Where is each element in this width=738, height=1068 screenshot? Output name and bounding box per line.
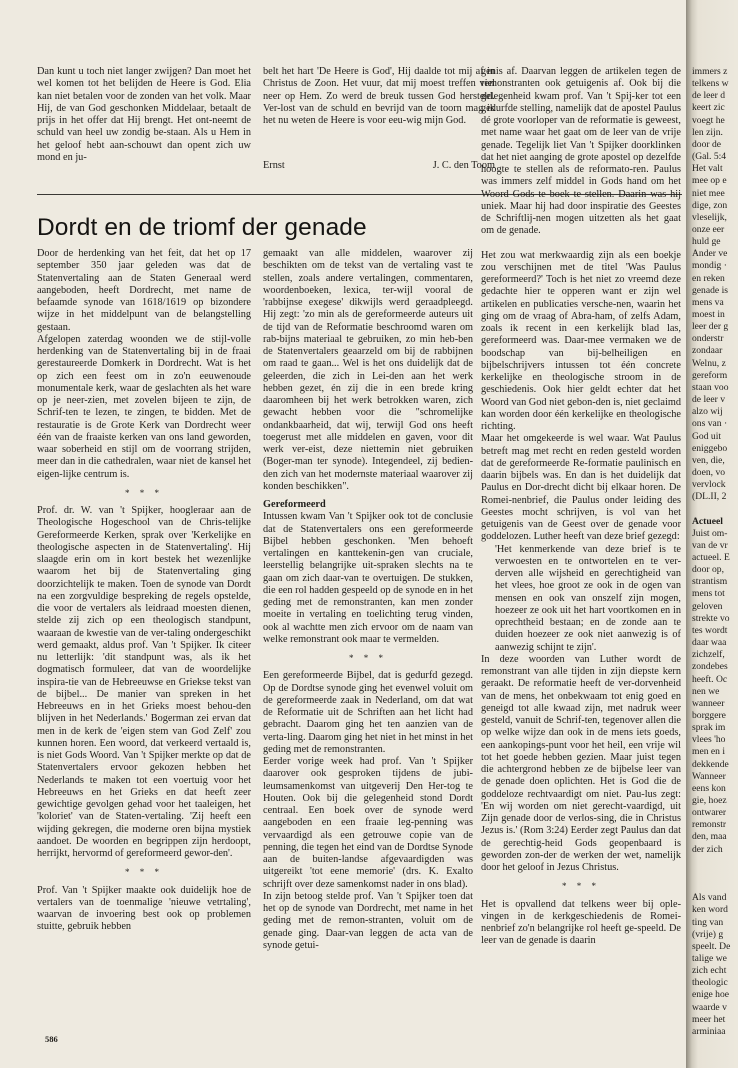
paragraph: gemaakt van alle middelen, waarover zij beschikten om de tekst van de vertaling vast te stellen, zoals andere vertalingen, commentaren, woordenboeken, lexica, ter-wijl vooral de 'rabbijnse exegese' dikwijls werd geraadpleegd. Hij zegt: 'zo min als de gereformeerde auteurs uit de tijd van de Reformatie beschroomd waren om rab-bijns materiaal te gebruiken, zo min heb-ben de Statenvertalers geaarzeld om bij de rabbijnen om raad te gaan... Wel is het ons duidelijk dat de geleerden, die zich in Lei-den aan het werk hebben gezet, én zij die in een brede kring daaromheen bij het werk betrokken waren, zich gewacht hebben voor die "schromelijke ondankbaarheid, dat wij, terwijl God ons heeft toegerust met alle middelen en gaven, voor dit werk ver-eist, deze niettemin niet gebruiken (Boger-man ter synode). Integendeel, zij bedien-den zich van het modernste materiaal waarover zij konden beschikken". [263, 248, 473, 492]
next-page-line: geloven [692, 600, 723, 612]
paragraph: Intussen kwam Van 't Spijker ook tot de conclusie dat de Statenvertalers ons een gereformeerde Bijbel hebben geschonken. 'Men behoeft vertalingen en kanttekenin-gen van cruciale, leerstellig belangrijke uit-spraken slechts na te gaan om zich daar-van te overtuigen. De stukken, die een rol hadden gespeeld op de synode en in het geding met de remonstranten, kan men zonder moeite in vertaling en toelichting terug vinden, ook al wachtte men zich ervoor om de naam van welke remonstrant ook maar te vermelden. [263, 511, 473, 645]
prev-article-text-1: Dan kunt u toch niet langer zwijgen? Dan moet het wel komen tot het belijden de Heere is God. Elia kan niet betalen voor de zonden van het volk. Maar Hij, de van God geschonken Middelaar, betaalt de prijs in het offer dat Hij brengt. Het ont-neemt de schuld van heel uw zondig be-staan. Als u Hem in het geloof hebt aan-schouwt dan opent zich uw mond en ju- [37, 66, 251, 163]
next-page-line: mondig · [692, 260, 727, 272]
prev-article-col2 [263, 66, 495, 127]
next-page-line: van de vr [692, 539, 728, 551]
next-page-line: voegt he [692, 114, 725, 126]
article-column-1 [37, 248, 251, 934]
article-column-2 [263, 248, 473, 952]
next-page-line: zondaar [692, 345, 723, 357]
next-page-line: moest in [692, 309, 725, 320]
next-page-line: dige, zon [692, 199, 728, 211]
next-page-edge [686, 0, 738, 1068]
next-page-line: vlees 'ho [692, 734, 726, 746]
next-page-line: tes wordt [692, 624, 728, 636]
next-page-line: ken word [692, 904, 728, 916]
paragraph: In zijn betoog stelde prof. Van 't Spijker toen dat het op de synode van Dordrecht, met name in het geding met de remon-stranten, voluit om de genade ging. Daar-van leggen de acta van de synode getui- [263, 890, 473, 951]
next-page-line: zich echt [692, 965, 727, 977]
next-page-line: enige hoe [692, 989, 730, 1001]
prev-article-col1 [37, 66, 251, 164]
next-page-line: eens kon [692, 782, 726, 794]
section-separator: * * * [562, 881, 600, 892]
page-number: 586 [45, 1034, 58, 1044]
next-page-line: doen, vo [692, 466, 726, 478]
paragraph: Afgelopen zaterdag woonden we de stijl-volle herdenking van de Statenvertaling bij in de fraai gerestaureerde Domkerk in Dordrecht. Wat is het op zich een feest om in zo'n eeuwenoude monumentale kerk, waar de geslachten als het ware op je neer-zien, met zovelen bijeen te zijn, de Schrif-ten te lezen, te zingen, te bidden. Met de restauratie is de Grote Kerk van Dordrecht weer één van de fraaiste kerken van ons land geworden, waar soberheid en stijl om de voorrang strijden, meer dan in die cathedralen, waar niet de kansel het eigen-lijke centrum is. [37, 333, 251, 480]
next-page-line: eniggebo [692, 442, 728, 454]
next-page-line: strekte vo [692, 612, 730, 624]
paragraph: In deze woorden van Luther wordt de remonstrant van alle tijden in zijn diepste kern geraakt. De reformatie heeft de ver-dorvenheid van de mens, het onbekwaam tot enig goed en geneigd tot alle kwaad zijn, met nadruk weer gesteld, vanuit de Schrif-ten, tegenover allen die op welke wijze dan ook in de mens iets goeds, een aankopings-punt voor het heil, een vrije wil tot het goede hebben gezien. Maar juist tegen die achtergrond hebben ze de bijbelse leer van de genade doen oplichten. Het is God die de goddeloze rechtvaardigt om niet. Pau-lus zegt: 'En wij worden om niet gerecht-vaardigd, uit Zijn genade door de verlos-sing, die in Christus Jezus is.' (Rom 3:24) Eerder zegt Paulus dan dat de gerechtig-heid Gods geopenbaard is geworden zon-der de werken der wet, namelijk door het geloof in Jezus Christus. [481, 653, 681, 873]
next-page-line: ting van [692, 916, 724, 928]
paragraph: genis af. Daarvan leggen de artikelen tegen de remonstranten ook getuigenis af. Ook bij die gelegenheid kwam prof. Van 't Spij-ker tot een gedurfde stelling, namelijk dat de apostel Paulus dé grote voorloper van de reformatie is geweest, met name waar het gaat om de leer van de vrije genade. Tegelijk liet Van 't Spijker doorklinken dat het niet aanging de grote apostel op dezelfde hoogte te stellen als de reformato-ren. Paulus was immers zelf middel in Gods hand om het Woord Gods te boek te stellen. Daarin was hij uniek. Maar hij had door inspiratie des Geestes de Schriftlij-nen mogen uitzetten als het gaat om de genade. [481, 66, 681, 237]
next-page-line: speelt. De [692, 940, 731, 952]
subheading: Gereformeerd [263, 499, 326, 510]
paragraph: Prof. dr. W. van 't Spijker, hoogleraar aan de Theologische Hogeschool van de Chris-telijke Gereformeerde Kerken, sprak over 'Kerkelijke en theologische aspecten in de Statenvertaling'. Hij slaagde erin om in kort bestek het wezenlijke waarom het bij de Statenvertaling ging doorzichtelijk te maken. Toen de synode van Dordt na een zorgvuldige bespreking de regels opstelde, die voor de vertalers als leidraad moesten dienen, stelde zij zich op een theologisch standpunt, waaraan de kwestie van de ver-taling ondergeschikt werd gemaakt, aldus prof. Van 't Spijker. Ik citeer nu letterlijk: 'dit standpunt was, als ik het dogmatisch formuleer, dat van de woordelijke inspira-tie van de Hebreeuwse en Griekse tekst van de bijbel... De manier van spreken in het Hebreeuws en in het Grieks moest behou-den blijven in het Nederlands.' Bogerman zei ervan dat men in de kerk de 'eigen stem van God Zelf' zou kunnen horen. Een woord, dat verkeerd vertaald is, is niet Gods Woord. Van 't Spijker merkte op dat de Statenvertalers ervoor gekozen hebben het Nederlands te maken tot een voertuig voor het Hebreeuws en het Grieks en dat heeft zeer gewichtige gevolgen gehad voor het taaleigen, het 'koloriet' van de Staten-vertaling. 'Zij heeft een wijding gekregen, die moderne oren bijna mystiek aandoet. De woorden en begrippen zijn herdoopt, herrijkt, hervormd of gereformeerd gewor-den'. [37, 505, 251, 859]
next-page-line: de leer d [692, 90, 726, 102]
next-page-line: meer het [692, 1013, 726, 1025]
next-page-line: arminiaa [692, 1025, 726, 1037]
next-page-line: vleselijk, [692, 211, 727, 223]
next-page-line: mens tot [692, 588, 725, 600]
section-separator: * * * [125, 867, 163, 878]
next-page-line: remonstr [692, 819, 727, 831]
next-page-line: men en i [692, 746, 726, 758]
next-page-line: Het valt [692, 163, 723, 175]
next-page-line: staan voo [692, 381, 729, 393]
next-page-line: dekkende [692, 758, 729, 770]
next-page-line: ven, die, [692, 454, 725, 466]
signature-left: Ernst [263, 160, 285, 171]
next-page-line: talige we [692, 952, 727, 964]
next-page-line: heeft. Oc [692, 673, 728, 685]
next-page-line: alzo wij [692, 406, 723, 418]
next-page-line: len zijn. [692, 126, 723, 138]
next-page-line: strantism [692, 576, 728, 588]
next-page-line: God uit [692, 430, 722, 442]
next-page-line: waarde v [692, 1001, 727, 1013]
next-page-line: genade is [692, 284, 728, 296]
next-page-line: mee op e [692, 175, 727, 187]
next-page-line: actueel. E [692, 552, 730, 563]
next-page-line: door de [692, 138, 722, 150]
next-page-line: nen we [692, 685, 720, 697]
next-page-line: huld ge [692, 236, 721, 248]
next-page-line: ontwarer [692, 807, 727, 819]
next-page-line: (Gal. 5:4 [692, 151, 727, 163]
next-page-line: Als vand [692, 892, 727, 904]
next-page-line: (vrije) g [692, 928, 724, 940]
next-page-line: borggere [692, 709, 726, 721]
prev-article-text-2: belt het hart 'De Heere is God', Hij daalde tot mij af in Christus de Zoon. Het vuur, dat mij moest treffen viel neer op Hem. Zo werd de breuk tussen God hersteld. Ver-lost van de schuld en bevrijd van de toorn mag ik het nu weten de Heere is voor eeu-wig mijn God. [263, 66, 495, 126]
next-page-line: (DL.II, 2 [692, 491, 727, 503]
paragraph: Door de herdenking van het feit, dat het op 17 september 350 jaar geleden was dat de Statenvertaling aan de Staten Generaal werd aangeboden, heeft Dordrecht, met name de befaamde synode van 1618/1619 op bizondere wijze in het middelpunt van de belangstelling gestaan. [37, 248, 251, 333]
next-page-line: zichzelf, [692, 649, 725, 661]
next-page-line: Ander ve [692, 248, 728, 260]
next-page-line: theologic [692, 977, 728, 989]
luther-quote: 'Het kenmerkende van deze brief is te verwoesten en te ontwortelen en te ver-derven alle wijsheid en gerechtigheid van het vlees, hoe groot ze ook in de ogen van mensen en ook van onszelf zijn mogen, hoezeer ze ook uit het hart voortkomen en in oprechtheid bestaan; en de zonde aan te duiden hoezeer ze ook niet aanwezig is of aanwezig schijnt te zijn'. [495, 543, 681, 653]
section-separator: * * * [125, 487, 163, 498]
paragraph: Eerder vorige week had prof. Van 't Spijker daarover ook gesproken tijdens de jubi-leumsamenkomst van uitgeverij Den Her-tog te Houten. Ook bij die gelegenheid stond Dordt centraal. Een boek over de synode werd aangeboden en een fraaie leg-penning was vervaardigd als een getrouwe copie van de penning, die tegen het eind van de Dordtse Synode aan de buiten-landse afgevaardigden was uitgereikt 'tot eene memorie' (drs. K. Exalto schrijft over deze samenkomst nader in ons blad). [263, 756, 473, 890]
next-page-line: immers z [692, 66, 728, 77]
article-column-3 [481, 66, 681, 948]
paragraph: Een gereformeerde Bijbel, dat is gedurfd gezegd. Op de Dordtse synode ging het evenwel voluit om de gereformeerde zaak in Nederland, om dat wat de Reformatie uit de Schriften aan het licht had gebracht. Daarom ging het ten aanzien van de verta-ling. Daarom ging het niet in het minst in het geding met de remonstranten. [263, 670, 473, 755]
paragraph: Prof. Van 't Spijker maakte ook duidelijk hoe de vertalers van de toenmalige 'nieuwe vetrtaling', waarvan de invoering best ook op problemen stuitte, gebruik hebben [37, 884, 251, 933]
article-headline: Dordt en de triomf der genade [37, 214, 367, 241]
next-page-line: vervlock [692, 479, 726, 491]
next-page-line: gereform [692, 369, 728, 381]
next-page-line: den, maa [692, 831, 727, 843]
next-page-line: telkens w [692, 78, 729, 90]
next-page-line: Actueel [692, 515, 723, 527]
next-page-line: daar waa [692, 637, 727, 649]
next-page-line: wanneer [692, 697, 725, 709]
next-page-line: zondebes [692, 661, 728, 673]
next-page-line: Welnu, z [692, 357, 726, 369]
signature-right: J. C. den Toom [432, 160, 495, 171]
next-page-line: gie, hoez [692, 795, 727, 806]
next-page-line: leer der g [692, 321, 729, 333]
next-page-line: der zich [692, 843, 723, 855]
next-page-line: door op, [692, 564, 724, 576]
next-page-line: onderstr [692, 333, 724, 345]
next-page-line: onze eer [692, 223, 725, 235]
paragraph: Maar het omgekeerde is wel waar. Wat Paulus betreft mag met recht en reden gesteld worden dat de gereformeerde Re-formatie paulinisch en daarin bijbels was. En dan is het duidelijk dat Paulus en Dor-drecht dicht bij elkaar horen. De Romei-nenbrief, die Paulus onder leiding des Geestes mocht schrijven, is vol van het getuigenis van de Geest over de genade voor goddelozen. Luther heeft van deze brief gezegd: [481, 433, 681, 543]
next-page-line: sprak im [692, 722, 726, 734]
next-page-line: de leer v [692, 394, 726, 406]
paragraph: Het is opvallend dat telkens weer bij ople-vingen in de kerkgeschiedenis de Romei-nenbrief zo'n belangrijke rol heeft ge-speeld. De leer van de genade is daarin [481, 898, 681, 947]
next-page-line: niet mee [692, 187, 725, 199]
author-signature [263, 160, 495, 171]
next-page-line: Wanneer [692, 770, 726, 782]
next-page-line: mens va [692, 296, 724, 308]
next-page-line: Juist om- [692, 527, 728, 539]
paragraph: Het zou wat merkwaardig zijn als een boekje zou verschijnen met de titel 'Was Paulus gereformeerd?' Toch is het niet zo vreemd deze gedachte hier te opperen want er zijn wel artikelen en publicaties versche-nen, waarin het ging om de vraag of Abra-ham, of zelfs Adam, zoals ik recent in een kerkelijk blad las, gereformeerd was. Daar-mee vermaken we de boodschap van bij-belheiligen en bijbelschrijvers intussen tot één concrete kerkelijke en theologische stroom in de geschiedenis. Ook hier geldt echter dat het Woord van God niet gebon-den is, niet geclaimd kan worden door één kerkelijke en theologische richting. [481, 249, 681, 432]
next-page-line: en reken [692, 272, 725, 284]
next-page-line: ons van · [692, 418, 728, 430]
next-page-line: keert zic [692, 102, 725, 114]
section-separator: * * * [349, 653, 387, 663]
